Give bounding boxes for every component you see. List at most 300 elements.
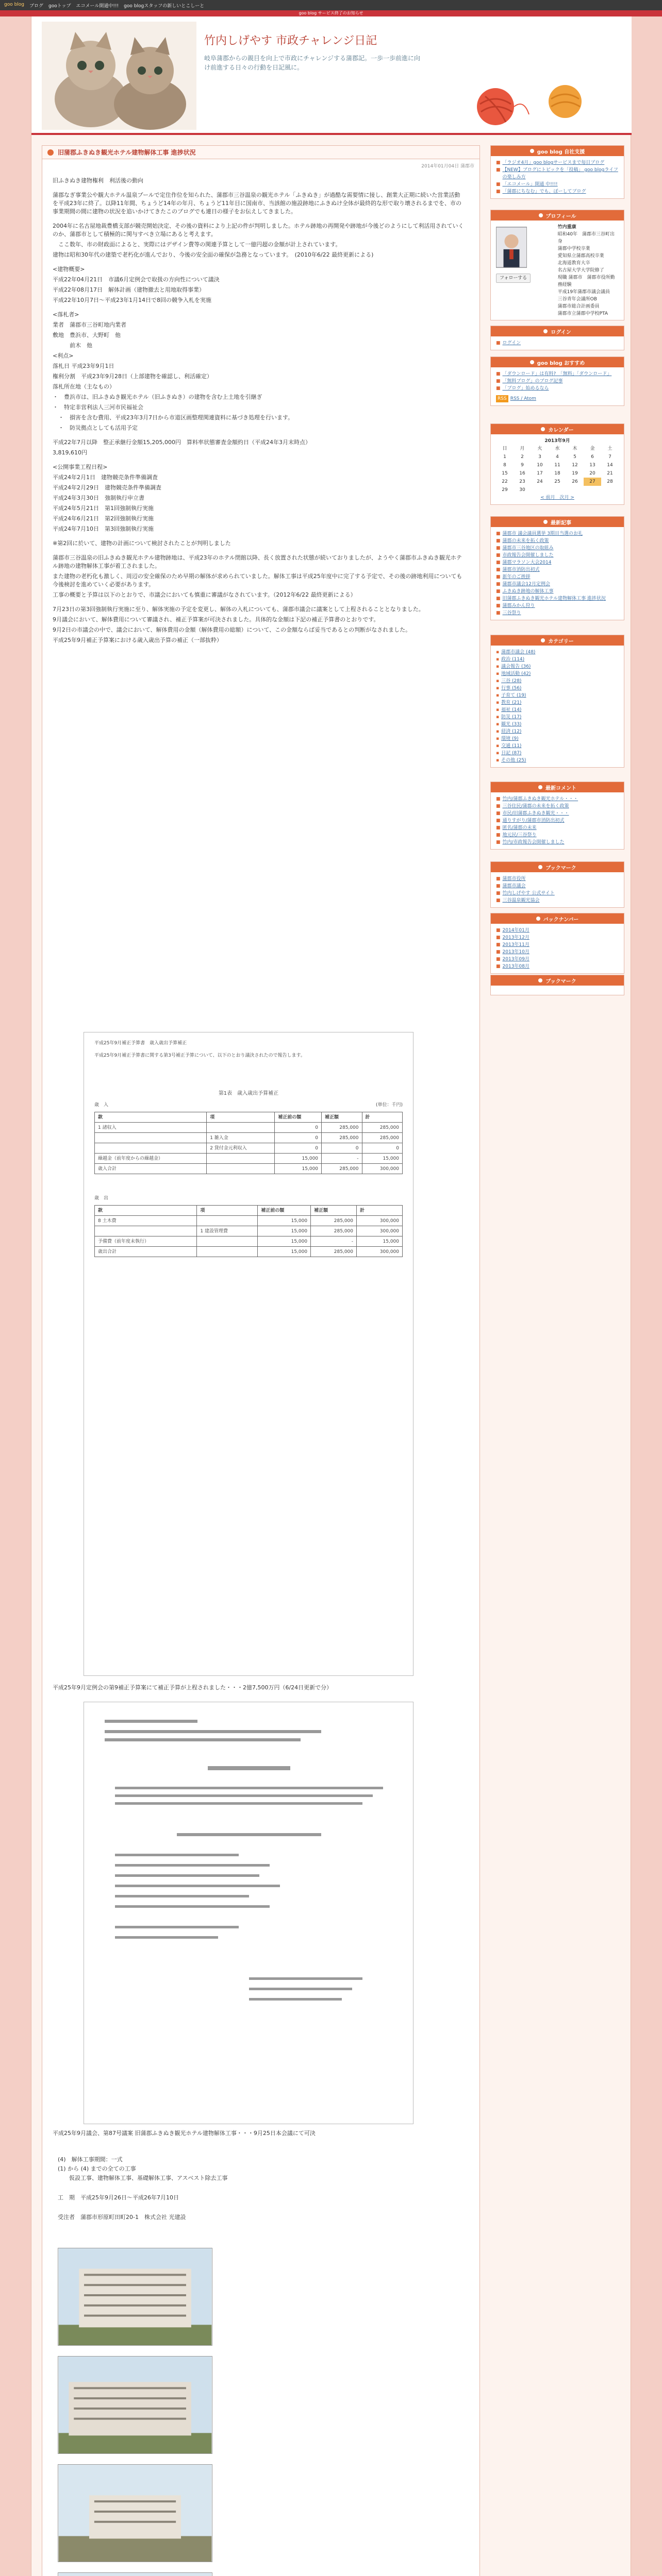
contract-line: 仮設工事、建物解体工事、基礎解体工事、アスベスト除去工事: [58, 2175, 228, 2181]
profile-line: 蒲郡市総合計画委員: [557, 304, 600, 309]
list-item-link[interactable]: 福祉 (14): [501, 707, 522, 713]
table-header-cell: 補正額: [322, 1112, 362, 1123]
list-item[interactable]: [496, 656, 619, 663]
list-item[interactable]: [496, 181, 619, 188]
table-cell: [207, 1164, 275, 1174]
widget-title: [491, 782, 624, 792]
list-item-link[interactable]: 2014年01月: [502, 928, 529, 933]
calendar-day[interactable]: 2: [521, 454, 524, 460]
calendar-head-row: [496, 445, 619, 453]
list-item[interactable]: [496, 670, 619, 677]
folder-icon: ▪: [496, 700, 500, 705]
profile-left: [496, 224, 554, 317]
calendar-day[interactable]: 21: [607, 471, 613, 476]
list-item[interactable]: [496, 581, 619, 588]
bullet-icon: [538, 865, 542, 869]
entry-category[interactable]: 蒲郡市: [460, 164, 474, 169]
table2-sub: 歳 出: [94, 1196, 109, 1201]
table-cell: 285,000: [311, 1216, 357, 1226]
table-row: [95, 1143, 403, 1154]
calendar-day[interactable]: 5: [573, 454, 576, 460]
list-item-link[interactable]: 三谷住民/蒲郡の未来を拓く政策: [502, 804, 569, 809]
site-title[interactable]: 竹内しげやす 市政チャレンジ日記: [204, 35, 377, 47]
widget-calendar: [490, 423, 624, 505]
list-item[interactable]: [496, 588, 619, 595]
list-item[interactable]: [496, 166, 619, 181]
list-item[interactable]: [496, 810, 619, 817]
entry-paragraph: 平成22年04月21日 市議6月定例会で取扱の方向性について議決: [53, 276, 220, 283]
calendar-day[interactable]: 23: [519, 479, 525, 484]
table-cell: 300,000: [357, 1216, 403, 1226]
contract-line: 受注者 蒲郡市形原町田町20-1 株式会社 光建設: [58, 2214, 186, 2221]
widget-goo-support: [490, 145, 624, 199]
widget-body: [491, 156, 624, 198]
rss-item[interactable]: [496, 395, 619, 402]
list-item[interactable]: [496, 890, 619, 897]
list-item[interactable]: [496, 839, 619, 846]
calendar-day[interactable]: 18: [554, 471, 560, 476]
list-item-link[interactable]: 竹内/蒲郡ふきぬき観光ホテル・・・: [502, 796, 578, 802]
calendar-day[interactable]: 16: [519, 471, 525, 476]
entry-paragraph: ・ 特定非営利法人三河市民福祉会: [53, 404, 143, 411]
building-photo: [58, 2464, 212, 2562]
table-cell: 歳出合計: [95, 1247, 197, 1257]
table-header-cell: 補正前の額: [258, 1206, 311, 1216]
list-item-link[interactable]: 蒲郡市議会 (48): [501, 650, 536, 655]
calendar-day[interactable]: 10: [537, 463, 543, 468]
calendar-day[interactable]: 11: [554, 463, 560, 468]
widget-title-text: goo blog おすすめ: [537, 360, 585, 366]
widget-title-text: プロフィール: [545, 213, 576, 219]
goo-blog-link[interactable]: goo blog: [4, 2, 25, 7]
list-item[interactable]: [496, 728, 619, 735]
entry-date-value: 2014年01月04日: [421, 164, 459, 169]
list-item-link[interactable]: 2013年11月: [502, 942, 529, 947]
calendar-day[interactable]: 17: [537, 471, 543, 476]
calendar-day[interactable]: 3: [538, 454, 541, 460]
list-item-link[interactable]: 「蒲郡にちなむ」でも、ぼーしてブログ: [502, 189, 586, 194]
list-item-link[interactable]: 経済 (12): [501, 729, 522, 734]
calendar-grid: [496, 445, 619, 494]
calendar-day-head: 火: [537, 446, 542, 451]
calendar-day-head: 月: [520, 446, 525, 451]
calendar-day[interactable]: 13: [589, 463, 595, 468]
list-item-link[interactable]: 2013年09月: [502, 957, 529, 962]
bullet-icon: ■: [496, 341, 501, 346]
table-cell: 15,000: [258, 1216, 311, 1226]
calendar-day[interactable]: 27: [584, 478, 601, 486]
comment-icon: ■: [496, 825, 501, 831]
cats-image: [42, 22, 196, 130]
bullet-icon: [541, 427, 545, 431]
widget-title: [491, 975, 624, 986]
bullet-icon: ■: [496, 538, 501, 544]
list-item[interactable]: [496, 685, 619, 692]
contract-line: (4) 解体工事期間：一式: [58, 2156, 123, 2163]
calendar-day[interactable]: 8: [503, 463, 506, 468]
entry-paragraph: ・ 豊浜市は、旧ふきぬき観光ホテル（旧ふきぬき）の建物を含む上土地を引継ぎ: [53, 394, 262, 400]
list-item-link[interactable]: 行事 (56): [501, 686, 522, 691]
list-item[interactable]: [496, 559, 619, 566]
bullet-icon: ■: [496, 898, 501, 903]
budget-table-revenue: [94, 1112, 403, 1174]
list-item[interactable]: [496, 832, 619, 839]
entry-paragraph: <公開事業工程日程>: [53, 464, 108, 470]
list-item-link[interactable]: 観光 (33): [501, 722, 522, 727]
calendar-day[interactable]: 22: [502, 479, 508, 484]
bullet-icon: [539, 213, 543, 217]
list-item-link[interactable]: 市政報告会開催しました: [502, 553, 554, 558]
list-item-link[interactable]: 旧蒲郡ふきぬき観光ホテル建物解体工事 進捗状況: [502, 596, 606, 601]
calendar-day[interactable]: 30: [519, 487, 525, 493]
bullet-icon: ■: [496, 928, 501, 933]
calendar-day[interactable]: 4: [556, 454, 559, 460]
bullet-icon: ■: [496, 386, 501, 391]
list-item-link[interactable]: 市民/旧蒲郡ふきぬき観光・・・: [502, 811, 569, 816]
widget-title-text: ログイン: [551, 329, 571, 335]
list-item[interactable]: [496, 897, 619, 904]
calendar-day[interactable]: 7: [608, 454, 611, 460]
list-item-link[interactable]: 議会報告 (36): [501, 664, 531, 669]
table-cell: 歳入合計: [95, 1164, 207, 1174]
calendar-day[interactable]: 20: [589, 471, 595, 476]
list-item-link[interactable]: 蒲郡市議会12月定例会: [502, 582, 550, 587]
folder-icon: ▪: [496, 722, 500, 727]
list-item[interactable]: [496, 188, 619, 195]
table-cell: 0: [322, 1143, 362, 1154]
table-row: [95, 1164, 403, 1174]
ecomail-link[interactable]: エコメール開通中!!!: [76, 3, 119, 9]
list-item[interactable]: [496, 370, 619, 378]
calendar-day[interactable]: 19: [572, 471, 578, 476]
list-item[interactable]: [496, 602, 619, 609]
table-cell: [197, 1247, 258, 1257]
widget-category: [490, 635, 624, 768]
table-cell: 2 貸付金元利収入: [207, 1143, 275, 1154]
top-bar: [0, 0, 662, 10]
comment-icon: ■: [496, 833, 501, 838]
list-item[interactable]: [496, 340, 619, 347]
entry-header: [42, 146, 479, 159]
calendar-day[interactable]: 28: [607, 479, 613, 484]
list-item-link[interactable]: 蒲郡市役所: [502, 876, 526, 882]
folder-icon: ▪: [496, 657, 500, 662]
bullet-icon: [536, 917, 540, 921]
list-item-link[interactable]: 蒲郡市議会: [502, 884, 526, 889]
folder-icon: ▪: [496, 715, 500, 720]
list-item-link[interactable]: 新年のご挨拶: [502, 574, 531, 580]
widget-body: [491, 792, 624, 849]
folder-icon: ▪: [496, 707, 500, 713]
list-item-link[interactable]: 蒲郡マラソン大会2014: [502, 560, 552, 565]
list-item[interactable]: [496, 934, 619, 941]
widget-title: [491, 862, 624, 872]
comment-icon: ■: [496, 840, 501, 845]
calendar-day-head: 土: [607, 446, 613, 451]
calendar-day[interactable]: 15: [502, 471, 508, 476]
calendar-day[interactable]: 25: [554, 479, 560, 484]
calendar-week: [496, 453, 619, 461]
table-cell: 15,000: [258, 1226, 311, 1236]
folder-icon: ▪: [496, 686, 500, 691]
list-item-link[interactable]: 三谷温泉観光協会: [502, 898, 540, 903]
list-item-link[interactable]: 蒲郡の未来を拓く政策: [502, 538, 549, 544]
entry-paragraph: 平成24年6月21日 第2回強制執行実施: [53, 515, 154, 522]
entry-paragraph: 9月2日の市議会の中で、議会において、解体費用の金額（解体費用の総額）について、この金額ならば妥当であるとの判断がなされました。: [53, 626, 411, 633]
table-cell: [95, 1143, 207, 1154]
entry-paragraph: ※第2回に於いて、建物の計画について検討されたことが判明しました: [53, 540, 231, 547]
entry-paragraph: 平成25年9月補正予算案における歳入歳出予算の補正（一部抜粋）: [53, 637, 222, 643]
list-item[interactable]: [496, 956, 619, 963]
table1-header-line: [94, 1101, 403, 1109]
list-item[interactable]: [496, 941, 619, 948]
table-cell: 0: [275, 1123, 322, 1133]
table-cell: [197, 1236, 258, 1247]
blog-link[interactable]: ブログ: [29, 3, 44, 9]
list-item[interactable]: [496, 714, 619, 721]
list-item-link[interactable]: 三谷祭り: [502, 611, 521, 616]
list-item[interactable]: [496, 735, 619, 742]
list-item[interactable]: [496, 721, 619, 728]
list-item[interactable]: [496, 609, 619, 617]
list-item[interactable]: [496, 963, 619, 970]
entry-paragraph: 敷地 豊浜市、大野町 他: [53, 332, 121, 338]
calendar: [491, 434, 624, 504]
list-item[interactable]: [496, 530, 619, 537]
list-item[interactable]: [496, 927, 619, 934]
list-item-link[interactable]: 「エコメール」開通 中!!!!: [502, 182, 558, 187]
profile-info: [558, 224, 619, 317]
top-links: [4, 2, 204, 9]
entry-paragraph: 旧ふきぬき建物権利 利活後の動向: [53, 177, 143, 184]
widget-profile: [490, 210, 624, 320]
list-item[interactable]: [496, 699, 619, 706]
table-cell: -: [322, 1154, 362, 1164]
calendar-day-head: 日: [502, 446, 507, 451]
widget-bookmarks: [490, 861, 624, 908]
bullet-icon: ■: [496, 379, 501, 384]
list-item[interactable]: [496, 566, 619, 573]
entry-paragraph: 平成24年7月10日 第3回強制執行実施: [53, 526, 154, 532]
yarn-ball-icon: [542, 78, 588, 125]
table-cell: 285,000: [322, 1123, 362, 1133]
list-item[interactable]: [496, 706, 619, 714]
list-item-link[interactable]: 政治 (114): [501, 657, 525, 662]
list-item[interactable]: [496, 595, 619, 602]
bullet-icon: ■: [496, 553, 501, 558]
follow-button[interactable]: フォローする: [496, 274, 531, 283]
list-item-link[interactable]: 日記 (87): [501, 751, 522, 756]
list-item[interactable]: [496, 649, 619, 656]
table-cell: 300,000: [357, 1247, 403, 1257]
list-item-link[interactable]: 防災 (17): [501, 715, 522, 720]
widget-body: [491, 336, 624, 350]
calendar-day[interactable]: 6: [591, 454, 594, 460]
list-item-link[interactable]: 「ダウンロード」は有料? 「無料」「ダウンロード」: [502, 371, 612, 377]
list-item-link[interactable]: 地元民/三谷祭り: [502, 833, 537, 838]
building-photo: [58, 2356, 212, 2454]
list-item-link[interactable]: 竹内しげやす 公式サイト: [502, 891, 555, 896]
profile-line: 現職 蒲郡市 蒲郡市役所勤務経験: [557, 275, 615, 287]
widget-title-text: バックナンバー: [543, 917, 579, 923]
list-item[interactable]: [496, 677, 619, 685]
staff-link[interactable]: goo blogスタッフの新しいとこしーと: [124, 3, 205, 9]
bullet-icon: ■: [496, 574, 501, 580]
list-item[interactable]: [496, 875, 619, 883]
list-item-link[interactable]: 「無料ブログ」のブログ記事: [502, 379, 563, 384]
list-item[interactable]: [496, 948, 619, 956]
entry-bullet-icon: [47, 149, 54, 156]
list-item[interactable]: [496, 573, 619, 581]
table-cell: 15,000: [362, 1154, 403, 1164]
goo-top-link[interactable]: gooトップ: [48, 3, 71, 9]
calendar-week: [496, 486, 619, 494]
entry-paragraph: ・ 防災拠点としても活用予定: [53, 425, 138, 431]
entry-paragraph: 業者 蒲郡市三谷町地内業者: [53, 321, 126, 328]
calendar-day[interactable]: 9: [521, 463, 524, 468]
list-item-link[interactable]: 【NEW】ブログにトピックを「投稿」 goo blogライフの楽しみ方: [502, 167, 618, 180]
list-item[interactable]: [496, 742, 619, 750]
list-item-link[interactable]: 子育て (19): [501, 693, 526, 698]
widget-recent: [490, 516, 624, 620]
table1-title: 第1表 歳入歳出予算補正: [218, 1091, 279, 1096]
list-item-link[interactable]: 蒲郡市三谷地区の取組み: [502, 546, 554, 551]
login-link[interactable]: ログイン: [502, 341, 521, 346]
list-item-link[interactable]: 匿名/蒲郡の未来: [502, 825, 537, 831]
list-item[interactable]: [496, 537, 619, 545]
entry-paragraph: 権利分割 平成23年9月28日（上部建物を確認し、利活確定）: [53, 373, 212, 380]
list-item-link[interactable]: 通りすがり/蒲郡市消防出初式: [502, 818, 565, 823]
bullet-icon: ■: [496, 957, 501, 962]
calendar-day[interactable]: 14: [607, 463, 613, 468]
entry-title[interactable]: 旧蒲郡ふきぬき観光ホテル建物解体工事 進捗状況: [58, 149, 196, 156]
calendar-week: [496, 461, 619, 469]
list-item[interactable]: [496, 803, 619, 810]
table-cell: 285,000: [311, 1247, 357, 1257]
entry-paragraph: 蒲郡市三谷温泉の旧ふきぬき観光ホテル建物跡地は、平成23年のホテル閉館以降、長く放置された状態が続いておりましたが、ようやく蒲郡市ふきぬき観光ホテル跡地の建物解体工事が着工されました。: [53, 554, 462, 569]
list-item-link[interactable]: 「ラジオ4月」goo blogサービスまで毎日ブログ: [502, 160, 605, 165]
avatar: [496, 227, 527, 268]
table-row: [95, 1133, 403, 1143]
table-cell: 0: [275, 1133, 322, 1143]
bullet-icon: ■: [496, 567, 501, 572]
entry-paragraph: 工事の概要と予算は以下のとおりで、市議会においても慎重に審議がなされています。（2012年6/22 最終更新による）: [53, 591, 356, 598]
list-item-link[interactable]: 2013年12月: [502, 935, 529, 940]
calendar-day-head: 水: [555, 446, 560, 451]
site-header: [31, 16, 632, 135]
table-header-cell: 款: [95, 1206, 197, 1216]
rss-link[interactable]: RSS / Atom: [510, 396, 536, 401]
list-item-link[interactable]: 三谷 (28): [501, 679, 522, 684]
table-cell: [95, 1133, 207, 1143]
list-item[interactable]: [496, 552, 619, 559]
calendar-day[interactable]: 26: [572, 479, 578, 484]
contract-details: [58, 2155, 460, 2222]
table-row: [95, 1154, 403, 1164]
list-item[interactable]: [496, 545, 619, 552]
budget-intro: 平成25年9月補正予算書に関する第3号補正予算について、以下のとおり議決されたので報告します。: [94, 1053, 305, 1058]
calendar-nav[interactable]: < 前月 次月 >: [540, 495, 574, 500]
bullet-icon: ■: [496, 935, 501, 940]
calendar-day: [584, 486, 601, 494]
entry-paragraph: 平成22年7月以降 整正承継行金額15,205,000円 算料率状態審査金額約日（平成24年3月末時点）: [53, 439, 311, 446]
widget-body: [491, 924, 624, 973]
list-item-link[interactable]: 蒲郡みかん狩り: [502, 603, 535, 608]
folder-icon: ▪: [496, 729, 500, 734]
bullet-icon: ■: [496, 950, 501, 955]
table-cell: 1 建設管理費: [197, 1226, 258, 1236]
table-cell: [207, 1154, 275, 1164]
list-item-link[interactable]: 教育 (21): [501, 700, 522, 705]
contract-line: (1) から (4) までの全ての工事: [58, 2165, 136, 2172]
calendar-day[interactable]: 1: [503, 454, 506, 460]
table-header-cell: 補正前の額: [275, 1112, 322, 1123]
table-cell: 0: [275, 1143, 322, 1154]
list-item-link[interactable]: 2013年08月: [502, 964, 529, 969]
comment-icon: ■: [496, 804, 501, 809]
list-item[interactable]: [496, 159, 619, 166]
table-header-cell: 計: [357, 1206, 403, 1216]
table1-unit: (単位：千円): [375, 1103, 403, 1108]
list-item-link[interactable]: 2013年10月: [502, 950, 529, 955]
bullet-icon: ■: [496, 182, 501, 187]
service-notice[interactable]: goo blog サービス終了のお知らせ: [0, 10, 662, 16]
list-item[interactable]: [496, 378, 619, 385]
list-item[interactable]: [496, 663, 619, 670]
widget-title-text: 最新コメント: [545, 785, 576, 791]
list-item-link[interactable]: 「ブログ」始めるなら: [502, 386, 549, 391]
table-header-cell: 款: [95, 1112, 207, 1123]
comment-icon: ■: [496, 796, 501, 802]
list-item[interactable]: [496, 824, 619, 832]
list-item[interactable]: [496, 883, 619, 890]
list-item-link[interactable]: 地域活動 (42): [501, 671, 531, 676]
entry-body: [53, 177, 465, 650]
list-item[interactable]: [496, 385, 619, 392]
list-item[interactable]: [496, 750, 619, 757]
list-item-link[interactable]: その他 (25): [501, 758, 526, 763]
list-item-link[interactable]: 交通 (11): [501, 743, 522, 749]
calendar-day[interactable]: 12: [572, 463, 578, 468]
calendar-day[interactable]: 29: [502, 487, 508, 493]
table-header-cell: 補正額: [311, 1206, 357, 1216]
widget-title: [491, 635, 624, 646]
calendar-day[interactable]: 24: [537, 479, 543, 484]
list-item[interactable]: [496, 817, 619, 824]
list-item-link[interactable]: 竹内/市政報告会開催しました: [502, 840, 565, 845]
widget-comments: [490, 782, 624, 850]
entry-paragraph: 平成22年10月7日〜平成23年1月14日で8回の競争入札を実施: [53, 297, 211, 303]
table-header-row: [95, 1112, 403, 1123]
widget-title-text: ブックマーク: [545, 865, 576, 871]
widget-login: [490, 326, 624, 350]
sidebar: [490, 145, 624, 2576]
list-item-link[interactable]: 環境 (9): [501, 736, 519, 741]
bullet-icon: ■: [496, 589, 501, 594]
table-cell: -: [311, 1236, 357, 1247]
widget-title-text: goo blog 自社支援: [537, 149, 585, 155]
entry-paragraph: ここ数年、市の財政面によると、実際にはデザイン費等の関連予算として一億円超の金額が計上されています。: [53, 241, 341, 248]
list-item-link[interactable]: ふきぬき跡地の解体工事: [502, 589, 554, 594]
widget-archive: [490, 913, 624, 974]
folder-icon: ▪: [496, 671, 500, 676]
folder-icon: ▪: [496, 736, 500, 741]
list-item-link[interactable]: 蒲郡市消防出初式: [502, 567, 540, 572]
list-item[interactable]: [496, 757, 619, 764]
list-item[interactable]: [496, 795, 619, 803]
list-item-link[interactable]: 蒲郡市 議会議員選挙 3期目当選のお礼: [502, 531, 583, 536]
list-item[interactable]: [496, 692, 619, 699]
